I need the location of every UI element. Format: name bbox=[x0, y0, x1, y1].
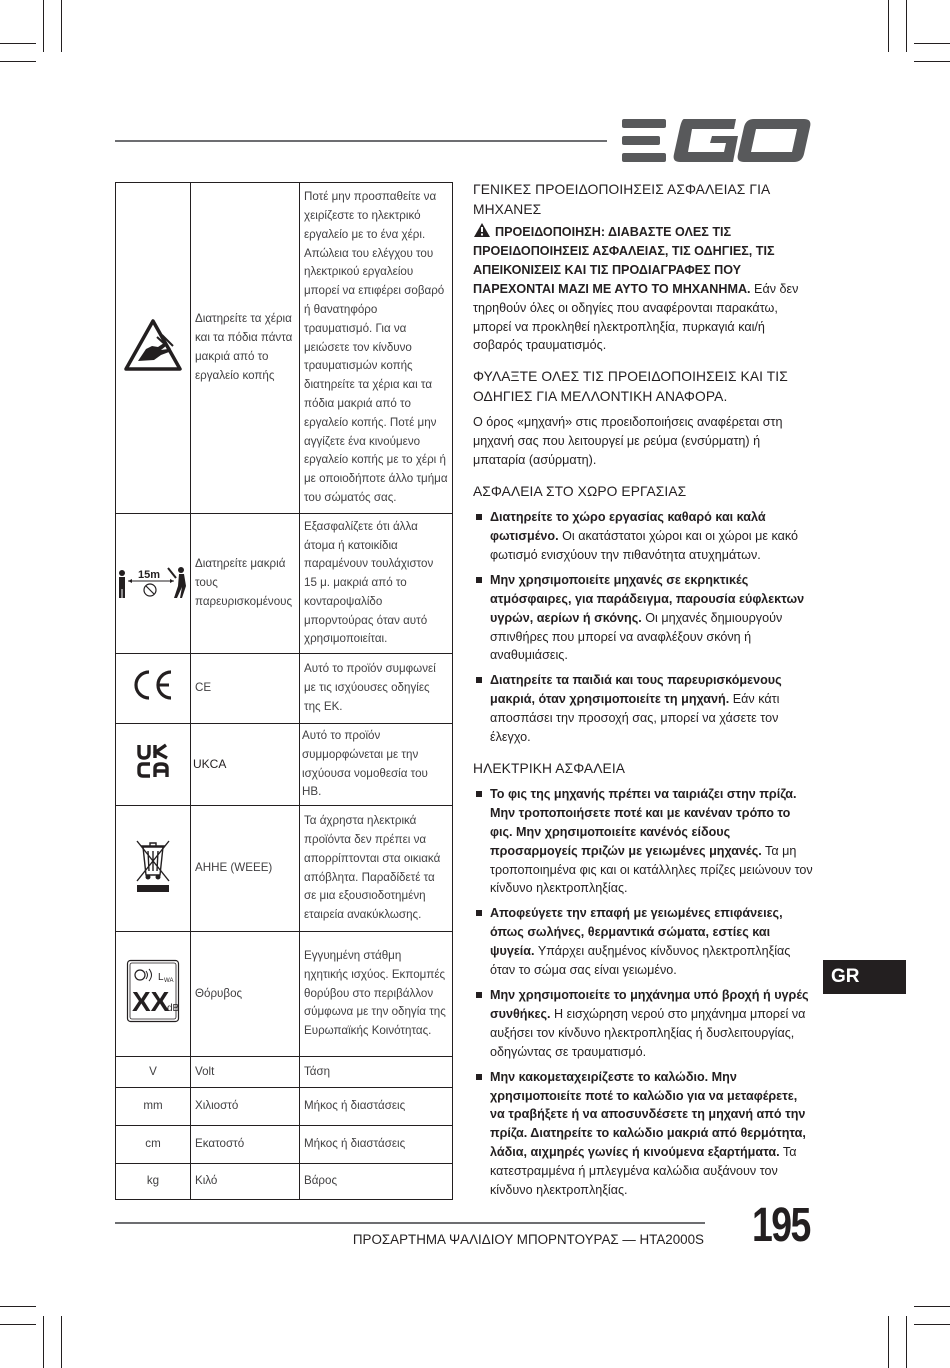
table-cell-desc: Εγγυημένη στάθμη ηχητικής ισχύος. Εκπομπές θορύβου στο περιβάλλον σύμφωνα με την οδηγία της Ευρωπαϊκής Κοινότητας. bbox=[300, 932, 453, 1057]
svg-text:dB: dB bbox=[167, 1002, 180, 1014]
section-heading: ΓΕΝΙΚΕΣ ΠΡΟΕΙΔΟΠΟΙΗΣΕΙΣ ΑΣΦΑΛΕΙΑΣ ΓΙΑ ΜΗΧΑΝΕΣ bbox=[473, 182, 770, 217]
table-cell-desc: Εξασφαλίζετε ότι άλλα άτομα ή κατοικίδια παραμένουν τουλάχιστον 15 μ. μακριά από το κονταροψαλίδο μπορντούρας όταν αυτό χρησιμοποιείται. bbox=[300, 514, 453, 654]
hand-cutting-hazard-icon bbox=[124, 319, 182, 371]
table-row bbox=[116, 1126, 453, 1164]
crop-mark bbox=[43, 0, 44, 52]
section-heading: ΑΣΦΑΛΕΙΑ ΣΤΟ ΧΩΡΟ ΕΡΓΑΣΙΑΣ bbox=[473, 484, 687, 500]
table-cell-desc: Μήκος ή διαστάσεις bbox=[300, 1126, 453, 1164]
paragraph: Ο όρος «μηχανή» στις προειδοποιήσεις αναφέρεται στη μηχανή σας που λειτουργεί με ρεύμα (ενσύρματη) ή μπαταρία (ασύρματη). bbox=[473, 415, 783, 468]
svg-text:L: L bbox=[158, 971, 164, 983]
table-cell-symbol: cm bbox=[116, 1126, 191, 1164]
table-cell-icon bbox=[116, 806, 191, 932]
ego-logo bbox=[622, 119, 812, 163]
table-cell-desc: Ποτέ μην προσπαθείτε να χειρίζεστε το ηλεκτρικό εργαλείο με το ένα χέρι. Απώλεια του ελέγχου του ηλεκτρικού εργαλείου μπορεί να επιφέρει σοβαρό ή θανατηφόρο τραυματισμό. Για να μειώσετε τον κίνδυνο τραυματισμών κοπής διατηρείτε τα χέρια και τα πόδια μακριά από το εργαλείο κοπής. Ποτέ μην αγγίζετε ένα κινούμενο εργαλείο κοπής με το χέρι ή με οποιοδήποτε άλλο τμήμα του σώματός σας. bbox=[300, 183, 453, 514]
warning-paragraph bbox=[473, 222, 813, 355]
table-cell-name: UKCA bbox=[191, 724, 300, 806]
table-cell-desc: Αυτό το προϊόν συμφωνεί με τις ισχύουσες οδηγίες της ΕΚ. bbox=[300, 654, 453, 724]
list-item-bold: Διατηρείτε τα παιδιά και τους παρευρισκόμενους μακριά, όταν χρησιμοποιείτε τη μηχανή. bbox=[490, 673, 782, 707]
table-cell-name: Διατηρείτε τα χέρια και τα πόδια πάντα μακριά από το εργαλείο κοπής bbox=[191, 183, 300, 514]
crop-mark bbox=[906, 1316, 907, 1368]
distance-label: 15m bbox=[138, 569, 161, 582]
warning-text: Εάν δεν τηρηθούν όλες οι οδηγίες που αναφέρονται παρακάτω, μπορεί να προκληθεί ηλεκτροπληξία, πυρκαγιά και/ή σοβαρός τραυματισμός. bbox=[473, 281, 799, 353]
list-item-text: Η εισχώρηση νερού στο μηχάνημα μπορεί να αυξήσει τον κίνδυνο ηλεκτροπληξίας ή δυσλειτουργίας, οδηγώντας σε τραυματισμό. bbox=[490, 1006, 806, 1059]
list-item-text: Υπάρχει αυξημένος κίνδυνος ηλεκτροπληξίας όταν το σώμα σας είναι γειωμένο. bbox=[490, 944, 791, 978]
page-number: 195 bbox=[752, 1199, 810, 1252]
table-cell-name: CE bbox=[191, 654, 300, 724]
crop-mark bbox=[906, 0, 907, 52]
list-item-bold: Διατηρείτε το χώρο εργασίας καθαρό και καλά φωτισμένο. bbox=[490, 510, 766, 543]
symbol-table bbox=[115, 182, 453, 1200]
noise-level-icon bbox=[126, 959, 180, 1023]
table-cell-desc: Τα άχρηστα ηλεκτρικά προϊόντα δεν πρέπει να απορρίπτονται στα οικιακά απόβλητα. Παραδίδετέ τα σε μια εξουσιοδοτημένη εταιρεία ανακύκλωσης. bbox=[300, 806, 453, 932]
list-item-text: Οι μηχανές δημιουργούν σπινθήρες που μπορεί να αναφλέξουν σκόνη ή αναθυμιάσεις. bbox=[490, 610, 783, 663]
crop-mark bbox=[0, 61, 36, 62]
table-cell-name: Θόρυβος bbox=[191, 932, 300, 1057]
footer-title: ΠΡΟΣΑΡΤΗΜΑ ΨΑΛΙΔΙΟΥ ΜΠΟΡΝΤΟΥΡΑΣ — HTA2000S bbox=[352, 1232, 704, 1247]
ce-mark-icon bbox=[131, 669, 175, 701]
table-row bbox=[116, 514, 453, 654]
table-row bbox=[116, 806, 453, 932]
table-row bbox=[116, 183, 453, 514]
table-cell-symbol: mm bbox=[116, 1088, 191, 1126]
weee-bin-icon bbox=[135, 837, 171, 893]
table-cell-icon bbox=[116, 183, 191, 514]
table-cell-symbol: kg bbox=[116, 1164, 191, 1200]
list-item-text: Οι ακατάστατοι χώροι και οι χώροι με κακό φωτισμό ενισχύουν την πιθανότητα ατυχημάτων. bbox=[490, 528, 799, 562]
list-item-bold: Το φις της μηχανής πρέπει να ταιριάζει στην πρίζα. Μην τροποποιήσετε ποτέ και με κανέναν τρόπο το φις. Μην χρησιμοποιείτε κανένός είδους προσαρμογείς πριζών με γειωμένες μηχανές. bbox=[490, 786, 797, 858]
list-item bbox=[473, 671, 813, 747]
crop-mark bbox=[914, 1324, 950, 1325]
crop-mark bbox=[0, 1324, 36, 1325]
table-cell-desc: Αυτό το προϊόν συμμορφώνεται με την ισχύουσα νομοθεσία του ΗΒ. bbox=[300, 724, 453, 806]
section-heading: ΦΥΛΑΞΤΕ ΟΛΕΣ ΤΙΣ ΠΡΟΕΙΔΟΠΟΙΗΣΕΙΣ ΚΑΙ ΤΙΣ ΟΔΗΓΙΕΣ ΓΙΑ ΜΕΛΛΟΝΤΙΚΗ ΑΝΑΦΟΡΑ. bbox=[473, 369, 788, 405]
list-item-text: Τα μη τροποποιημένα φις και οι κατάλληλες πρίζες μειώνουν τον κίνδυνο ηλεκτροπληξίας. bbox=[490, 843, 813, 896]
table-cell-desc: Μήκος ή διαστάσεις bbox=[300, 1088, 453, 1126]
list-item-text: Εάν κάτι αποσπάσει την προσοχή σας, μπορεί να χάσετε τον έλεγχο. bbox=[490, 692, 780, 745]
crop-mark bbox=[61, 1316, 62, 1368]
section-heading: ΗΛΕΚΤΡΙΚΗ ΑΣΦΑΛΕΙΑ bbox=[473, 760, 626, 776]
list-item bbox=[473, 508, 813, 565]
table-row bbox=[116, 1164, 453, 1200]
crop-mark bbox=[888, 0, 889, 52]
list-item bbox=[473, 1068, 813, 1200]
footer-rule bbox=[115, 1222, 705, 1224]
table-cell-desc: Βάρος bbox=[300, 1164, 453, 1200]
crop-mark bbox=[61, 0, 62, 52]
crop-mark bbox=[888, 1316, 889, 1368]
list-item-bold: Μην χρησιμοποιείτε μηχανές σε εκρηκτικές ατμόσφαιρες, για παράδειγμα, παρουσία εύφλεκτων υγρών, αερίων ή σκόνης. bbox=[490, 572, 805, 625]
electrical-list bbox=[473, 785, 813, 1200]
list-item-bold: Μην χρησιμοποιείτε το μηχάνημα υπό βροχή ή υγρές συνθήκες. bbox=[490, 988, 809, 1021]
crop-mark bbox=[0, 1306, 36, 1307]
crop-mark bbox=[0, 43, 36, 44]
table-cell-name: Χιλιοστό bbox=[191, 1088, 300, 1126]
table-cell-icon bbox=[116, 724, 191, 806]
warning-bold: ΠΡΟΕΙΔΟΠΟΙΗΣΗ: ΔΙΑΒΑΣΤΕ ΟΛΕΣ ΤΙΣ ΠΡΟΕΙΔΟΠΟΙΗΣΕΙΣ ΑΣΦΑΛΕΙΑΣ, ΤΙΣ ΟΔΗΓΙΕΣ, ΤΙΣ ΑΠΕΙΚΟΝΙΣΕΙΣ ΚΑΙ ΤΙΣ ΠΡΟΔΙΑΓΡΑΦΕΣ ΠΟΥ ΠΑΡΕΧΟΝΤΑΙ ΜΑΖΙ ΜΕ ΑΥΤΟ ΤΟ ΜΗΧΑΝΗΜΑ. bbox=[473, 225, 775, 296]
list-item-text: Τα κατεστραμμένα ή μπλεγμένα καλώδια αυξάνουν τον κίνδυνο ηλεκτροπληξίας. bbox=[490, 1145, 797, 1198]
crop-mark bbox=[914, 1306, 950, 1307]
svg-text:XX: XX bbox=[132, 985, 170, 1017]
list-item-bold: Αποφεύγετε την επαφή με γειωμένες επιφάνειες, όπως σωλήνες, θερμαντικά σώματα, εστίες και ψυγεία. bbox=[490, 906, 783, 959]
table-cell-desc: Τάση bbox=[300, 1057, 453, 1088]
table-row bbox=[116, 932, 453, 1057]
list-item bbox=[473, 785, 813, 898]
table-cell-name: Volt bbox=[191, 1057, 300, 1088]
list-item-bold: Μην κακομεταχειρίζεστε το καλώδιο. Μην χρησιμοποιείτε ποτέ το καλώδιο για να μεταφέρετε, να τραβήξετε ή να αποσυνδέσετε τη μηχανή από την πρίζα. Διατηρείτε το καλώδιο μακριά από θερμότητα, λάδια, αιχμηρές γωνίες ή κινούμενα εξαρτήματα. bbox=[490, 1069, 806, 1160]
table-cell-name: Κιλό bbox=[191, 1164, 300, 1200]
bystander-distance-icon bbox=[116, 560, 190, 600]
table-cell-symbol: V bbox=[116, 1057, 191, 1088]
warning-triangle-icon bbox=[473, 222, 491, 238]
header-rule bbox=[115, 140, 607, 142]
list-item bbox=[473, 986, 813, 1062]
ukca-mark-icon bbox=[136, 743, 170, 779]
language-tab: GR bbox=[823, 960, 906, 994]
list-item bbox=[473, 571, 813, 666]
table-row bbox=[116, 654, 453, 724]
crop-mark bbox=[914, 61, 950, 62]
svg-text:WA: WA bbox=[164, 977, 174, 984]
table-cell-name: Εκατοστό bbox=[191, 1126, 300, 1164]
list-item bbox=[473, 904, 813, 980]
crop-mark bbox=[43, 1316, 44, 1368]
table-row bbox=[116, 1057, 453, 1088]
table-row bbox=[116, 1088, 453, 1126]
table-row bbox=[116, 724, 453, 806]
work-area-list bbox=[473, 508, 813, 747]
table-cell-icon bbox=[116, 932, 191, 1057]
table-cell-name: Διατηρείτε μακριά τους παρευρισκομένους bbox=[191, 514, 300, 654]
table-cell-icon bbox=[116, 654, 191, 724]
safety-column bbox=[473, 180, 813, 1212]
crop-mark bbox=[914, 43, 950, 44]
table-cell-name: ΑΗΗΕ (WEEE) bbox=[191, 806, 300, 932]
table-cell-icon bbox=[116, 514, 191, 654]
